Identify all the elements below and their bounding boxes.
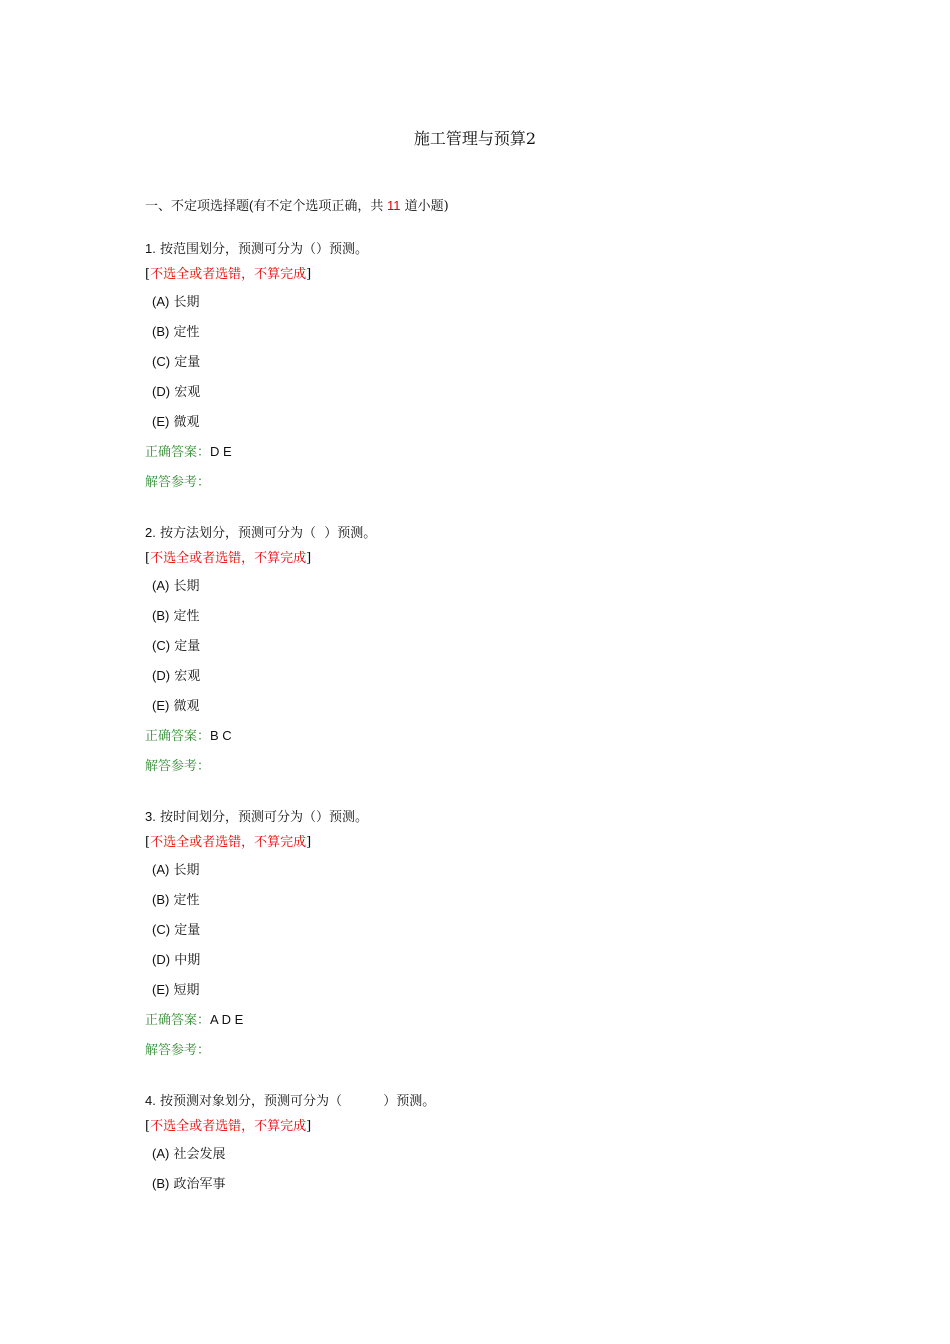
option-b[interactable]: (B) 定性 (152, 324, 200, 340)
question-title (145, 522, 376, 541)
section-prefix: 一、不定项选择题 (145, 199, 250, 214)
question-title (145, 238, 368, 257)
option-e[interactable]: (E) 短期 (152, 982, 200, 998)
option-c[interactable]: (C) 定量 (152, 354, 201, 370)
option-a[interactable]: (A) 长期 (152, 294, 200, 310)
question-text: 按预测对象划分，预测可分为（ ）预测。 (159, 1094, 436, 1109)
page-title: 施工管理与预算2 (413, 129, 537, 148)
question-note: [不选全或者选错，不算完成] (145, 551, 312, 566)
option-a[interactable]: (A) 长期 (152, 862, 200, 878)
question-count: 11 (386, 198, 401, 213)
question-note: [不选全或者选错，不算完成] (145, 267, 312, 282)
option-c[interactable]: (C) 定量 (152, 922, 201, 938)
question-number: 4. (145, 1093, 156, 1108)
option-b[interactable]: (B) 定性 (152, 892, 200, 908)
answer-reference: 解答参考： (145, 1043, 211, 1058)
question-title (145, 806, 368, 825)
option-d[interactable]: (D) 中期 (152, 952, 201, 968)
question-number: 1. (145, 241, 156, 256)
option-a[interactable]: (A) 长期 (152, 578, 200, 594)
section-paren-open: (有不定个选项正确，共 (249, 198, 387, 213)
question-note: [不选全或者选错，不算完成] (145, 835, 312, 850)
question-text: 按时间划分，预测可分为（）预测。 (159, 810, 368, 825)
correct-answer: 正确答案：B C (145, 728, 232, 744)
option-d[interactable]: (D) 宏观 (152, 384, 201, 400)
question-number: 2. (145, 525, 156, 540)
answer-reference: 解答参考： (145, 759, 211, 774)
option-b[interactable]: (B) 定性 (152, 608, 200, 624)
option-e[interactable]: (E) 微观 (152, 698, 200, 714)
option-b[interactable]: (B) 政治军事 (152, 1176, 226, 1192)
option-c[interactable]: (C) 定量 (152, 638, 201, 654)
correct-answer: 正确答案：A D E (145, 1012, 244, 1028)
question-number: 3. (145, 809, 156, 824)
section-heading (145, 195, 449, 214)
question-title (145, 1090, 435, 1109)
answer-reference: 解答参考： (145, 475, 211, 490)
question-text: 按方法划分，预测可分为（ ）预测。 (159, 526, 377, 541)
question-text: 按范围划分，预测可分为（）预测。 (159, 242, 368, 257)
option-d[interactable]: (D) 宏观 (152, 668, 201, 684)
option-e[interactable]: (E) 微观 (152, 414, 200, 430)
question-note: [不选全或者选错，不算完成] (145, 1119, 312, 1134)
section-paren-close: 道小题) (400, 199, 449, 214)
correct-answer: 正确答案：D E (145, 444, 232, 460)
option-a[interactable]: (A) 社会发展 (152, 1146, 226, 1162)
